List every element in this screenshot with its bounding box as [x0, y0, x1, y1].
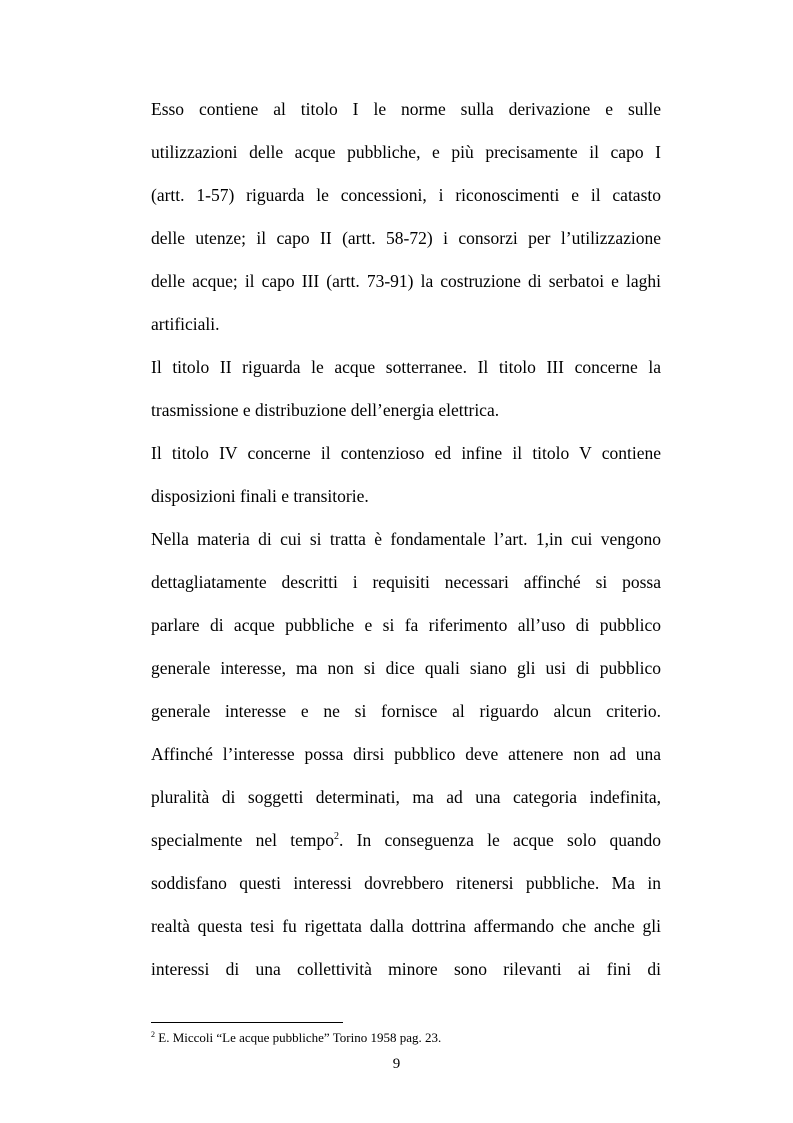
paragraph-1: [151, 88, 661, 346]
footnote-separator: [151, 1022, 343, 1023]
text-line: soddisfano questi interessi dovrebbero ritenersi pubbliche. Ma in: [151, 873, 661, 893]
text-line: parlare di acque pubbliche e si fa riferimento all’uso di pubblico: [151, 615, 661, 635]
text-segment: . In conseguenza le acque solo quando: [338, 830, 661, 850]
footnote: [151, 1030, 441, 1046]
text-line: Esso contiene al titolo I le norme sulla derivazione e sulle: [151, 99, 661, 119]
text-line: generale interesse e ne si fornisce al riguardo alcun criterio.: [151, 701, 661, 721]
page-number: 9: [392, 1056, 401, 1072]
text-line: dettagliatamente descritti i requisiti necessari affinché si possa: [151, 572, 661, 592]
text-line: disposizioni finali e transitorie.: [151, 486, 369, 506]
text-line-with-footnote-ref: [151, 819, 661, 862]
text-line: trasmissione e distribuzione dell’energia elettrica.: [151, 400, 500, 420]
body-text: [151, 88, 661, 991]
footnote-reference[interactable]: 2: [333, 831, 339, 842]
footnote-text: E. Miccoli “Le acque pubbliche” Torino 1958 pag. 23.: [155, 1030, 442, 1045]
text-line: Nella materia di cui si tratta è fondamentale l’art. 1,in cui vengono: [151, 529, 661, 549]
text-line: (artt. 1-57) riguarda le concessioni, i riconoscimenti e il catasto: [151, 185, 661, 205]
text-segment: specialmente nel tempo: [151, 830, 334, 850]
paragraph-4: [151, 518, 661, 991]
text-line: pluralità di soggetti determinati, ma ad una categoria indefinita,: [151, 787, 661, 807]
text-line: Affinché l’interesse possa dirsi pubblico deve attenere non ad una: [151, 744, 661, 764]
text-line: Il titolo IV concerne il contenzioso ed infine il titolo V contiene: [151, 443, 661, 463]
text-line: interessi di una collettività minore sono rilevanti ai fini di: [151, 959, 661, 979]
paragraph-3: [151, 432, 661, 518]
text-line: Il titolo II riguarda le acque sotterranee. Il titolo III concerne la: [151, 357, 661, 377]
text-line: generale interesse, ma non si dice quali siano gli usi di pubblico: [151, 658, 661, 678]
text-line: delle acque; il capo III (artt. 73-91) la costruzione di serbatoi e laghi: [151, 271, 661, 291]
paragraph-2: [151, 346, 661, 432]
text-line: realtà questa tesi fu rigettata dalla dottrina affermando che anche gli: [151, 916, 661, 936]
text-line: delle utenze; il capo II (artt. 58-72) i consorzi per l’utilizzazione: [151, 228, 661, 248]
footnote-number: 2: [151, 1030, 155, 1039]
text-line: utilizzazioni delle acque pubbliche, e più precisamente il capo I: [151, 142, 661, 162]
text-line: artificiali.: [151, 314, 220, 334]
